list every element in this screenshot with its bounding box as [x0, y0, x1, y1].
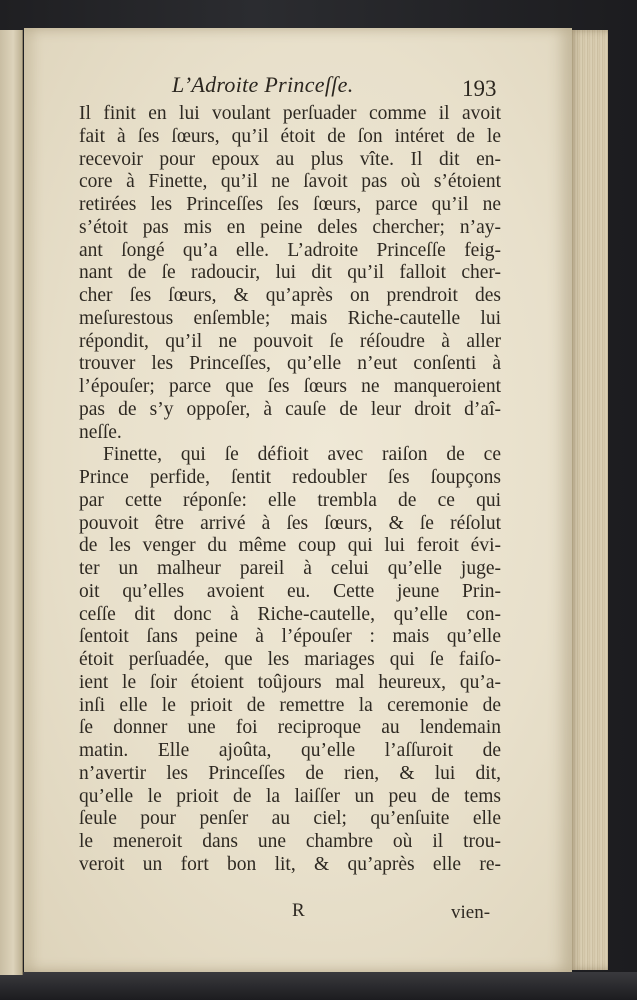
text-line: qu’elle le prioit de la laiſſer un peu de tems	[79, 785, 501, 807]
cover-bottom-edge	[0, 972, 637, 1000]
text-line: nant de ſe radoucir, lui dit qu’il falloit cher-	[79, 262, 501, 284]
text-line: cher ſes ſœurs, & qu’après on prendroit des	[79, 285, 501, 306]
text-line: ſentoit ſans peine à l’épouſer : mais qu’elle	[79, 626, 501, 648]
text-line: ceſſe dit donc à Riche-cautelle, qu’elle con-	[79, 603, 501, 625]
text-line: répondit, qu’il ne pouvoit ſe réſoudre à aller	[79, 330, 501, 352]
text-line: Prince perfide, ſentit redoubler ſes ſoupçons	[79, 467, 501, 488]
text-line: meſurestous enſemble; mais Riche-cautelle lui	[79, 307, 501, 329]
text-line: oit qu’elles avoient eu. Cette jeune Prin-	[79, 580, 501, 602]
signature-mark: R	[292, 900, 305, 921]
text-line: ient le ſoir étoient toûjours mal heureux, qu’a-	[79, 671, 501, 693]
text-line: recevoir pour epoux au plus vîte. Il dit en-	[79, 148, 501, 170]
text-line: matin. Elle ajoûta, qu’elle l’aſſuroit de	[79, 740, 501, 761]
text-line: ant ſongé qu’a elle. L’adroite Princeſſe feig-	[79, 239, 501, 261]
text-line: fait à ſes ſœurs, qu’il étoit de ſon intéret de le	[79, 125, 501, 147]
text-line: Finette, qui ſe défioit avec raiſon de ce	[103, 444, 501, 466]
page-block-edges	[568, 30, 608, 970]
text-line: ſeule pour penſer au ciel; qu’enſuite elle	[79, 808, 501, 830]
text-line: s’étoit pas mis en peine deles chercher; n’ay-	[79, 216, 501, 238]
text-line: neſſe.	[79, 421, 122, 443]
text-line: retirées les Princeſſes ſes ſœurs, parce qu’il ne	[79, 194, 501, 215]
page-number: 193	[462, 76, 497, 101]
text-line: veroit un fort bon lit, & qu’après elle re-	[79, 853, 501, 875]
text-line: Il finit en lui voulant perſuader comme il avoit	[79, 103, 501, 124]
text-line: de les venger du même coup qui lui feroit évi-	[79, 535, 501, 557]
text-line: trouver les Princeſſes, qu’elle n’eut conſenti à	[79, 353, 501, 375]
body-text	[79, 103, 501, 877]
text-line: pas de s’y oppoſer, à cauſe de leur droit d’aî-	[79, 398, 501, 420]
text-line: par cette réponſe: elle trembla de ce qui	[79, 489, 501, 511]
running-head: L’Adroite Princeſſe.	[172, 72, 354, 97]
text-line: ſe donner une foi reciproque au lendemain	[79, 717, 501, 739]
text-line: l’épouſer; parce que ſes ſœurs ne manqueroient	[79, 376, 501, 397]
text-line: core à Finette, qu’il ne ſavoit pas où s’étoient	[79, 171, 501, 193]
text-line: étoit perſuadée, que les mariages qui ſe faiſo-	[79, 649, 501, 670]
facing-page-edge	[0, 30, 23, 975]
text-line: ter un malheur pareil à celui qu’elle juge-	[79, 558, 501, 579]
text-line: inſi elle le prioit de remettre la ceremonie de	[79, 694, 501, 716]
text-line: n’avertir les Princeſſes de rien, & lui dit,	[79, 762, 501, 784]
text-line: pouvoit être arrivé à ſes ſœurs, & ſe réſolut	[79, 512, 501, 534]
catchword: vien-	[451, 902, 491, 923]
text-line: le meneroit dans une chambre où il trou-	[79, 831, 501, 852]
